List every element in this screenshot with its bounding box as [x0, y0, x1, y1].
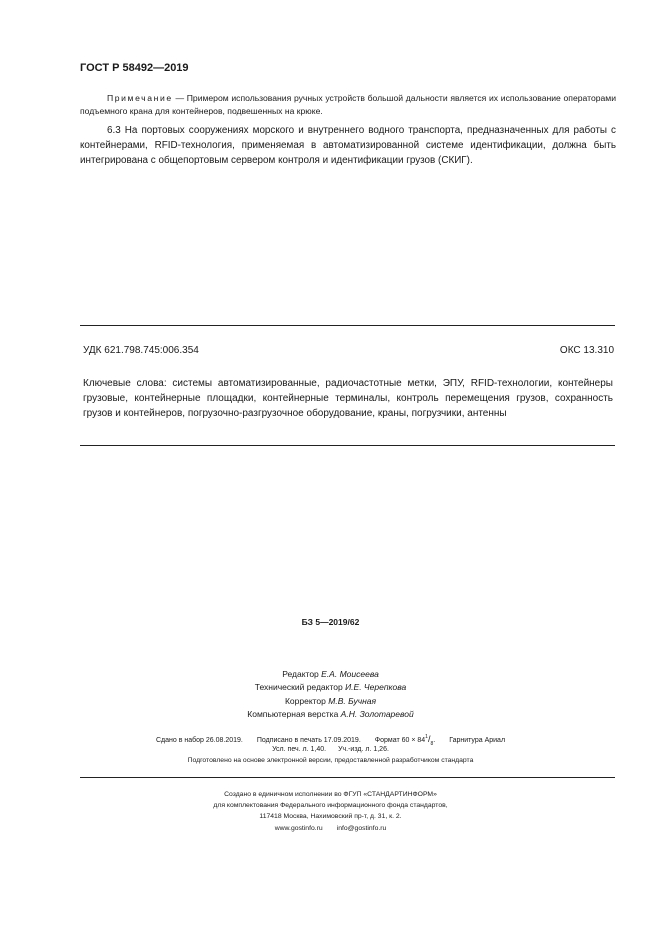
note-text: — Примером использования ручных устройств большой дальности является их использование операторами подъемного крана для контейнеров, подвешенных на крюке. — [80, 93, 616, 116]
credit-person: Е.А. Моисеева — [321, 669, 379, 679]
keywords-text: системы автоматизированные, радиочастотные метки, ЭПУ, RFID-технологии, контейнеры грузовые, контейнерные площадки, контейнерные терминалы, контроль перемещения грузов, сохранность грузов и контейнеров, погрузочно-разгрузочное оборудование, краны, погрузчики, антенны — [83, 378, 613, 419]
divider-top — [80, 325, 615, 326]
credit-role: Технический редактор — [254, 682, 343, 693]
publisher-address: 117418 Москва, Нахимовский пр-т, д. 31, к. 2. — [259, 813, 402, 821]
divider-bottom — [80, 445, 615, 446]
format-denominator: 8 — [430, 740, 434, 747]
clause-number: 6.3 — [107, 125, 121, 136]
oks-code: ОКС 13.310 — [559, 345, 614, 356]
credit-person: А.Н. Золотаревой — [340, 709, 414, 720]
signed-date: Подписано в печать 17.09.2019. — [256, 737, 361, 744]
print-sheets: Усл. печ. л. 1,40. — [272, 746, 327, 753]
prepared-note: Подготовлено на основе электронной версии, предоставленной разработчиком стандарта — [187, 757, 474, 764]
printing-line-1 — [0, 734, 661, 747]
credit-role: Редактор — [282, 669, 319, 679]
credit-proofreader — [0, 695, 661, 708]
keywords-block — [83, 377, 613, 421]
printing-line-2 — [0, 746, 661, 753]
publisher-line-2: для комплектования Федерального информационного фонда стандартов, — [213, 802, 448, 810]
publisher-block — [0, 789, 661, 834]
submitted-date: Сдано в набор 26.08.2019. — [155, 737, 243, 744]
note-paragraph — [80, 92, 616, 118]
note-label: Примечание — [107, 93, 173, 103]
credit-role: Корректор — [284, 695, 326, 706]
credit-role: Компьютерная верстка — [247, 709, 339, 720]
credit-layout — [0, 708, 661, 721]
website-link[interactable]: www.gostinfo.ru — [274, 824, 323, 832]
standard-number: ГОСТ Р 58492—2019 — [80, 62, 189, 74]
clause-6-3 — [80, 124, 616, 168]
credits-block — [0, 668, 661, 722]
credit-person: И.Е. Черепкова — [345, 682, 407, 693]
publisher-contacts — [0, 823, 661, 834]
udk-code: УДК 621.798.745:006.354 — [83, 345, 199, 356]
typeface: Гарнитура Ариал — [449, 737, 506, 744]
credit-person: М.В. Бучная — [328, 695, 377, 706]
bz-code: БЗ 5—2019/62 — [301, 617, 360, 627]
clause-text: На портовых сооружениях морского и внутреннего водного транспорта, предназначенных для работы с контейнерами, RFID-технология, применяемая в автоматизированной системе идентификации, должна быть интегрирована с общепортовым сервером контроля и идентификации грузов (СКИГ). — [80, 125, 616, 166]
publisher-line-1: Создано в единичном исполнении во ФГУП «СТАНДАРТИНФОРМ» — [224, 791, 437, 798]
credit-tech-editor — [0, 681, 661, 694]
keywords-label: Ключевые слова: — [83, 378, 167, 389]
paper-format — [374, 734, 436, 747]
credit-editor — [0, 668, 661, 681]
format-numerator: 1 — [425, 734, 428, 740]
format-suffix: . — [433, 737, 436, 744]
divider-publisher — [80, 777, 615, 778]
format-fraction: $^1/_8$ — [425, 734, 434, 747]
format-text: Формат 60 × 84 — [374, 737, 426, 744]
publisher-sheets: Уч.-изд. л. 1,26. — [338, 746, 389, 753]
email-link[interactable]: info@gostinfo.ru — [336, 824, 387, 832]
